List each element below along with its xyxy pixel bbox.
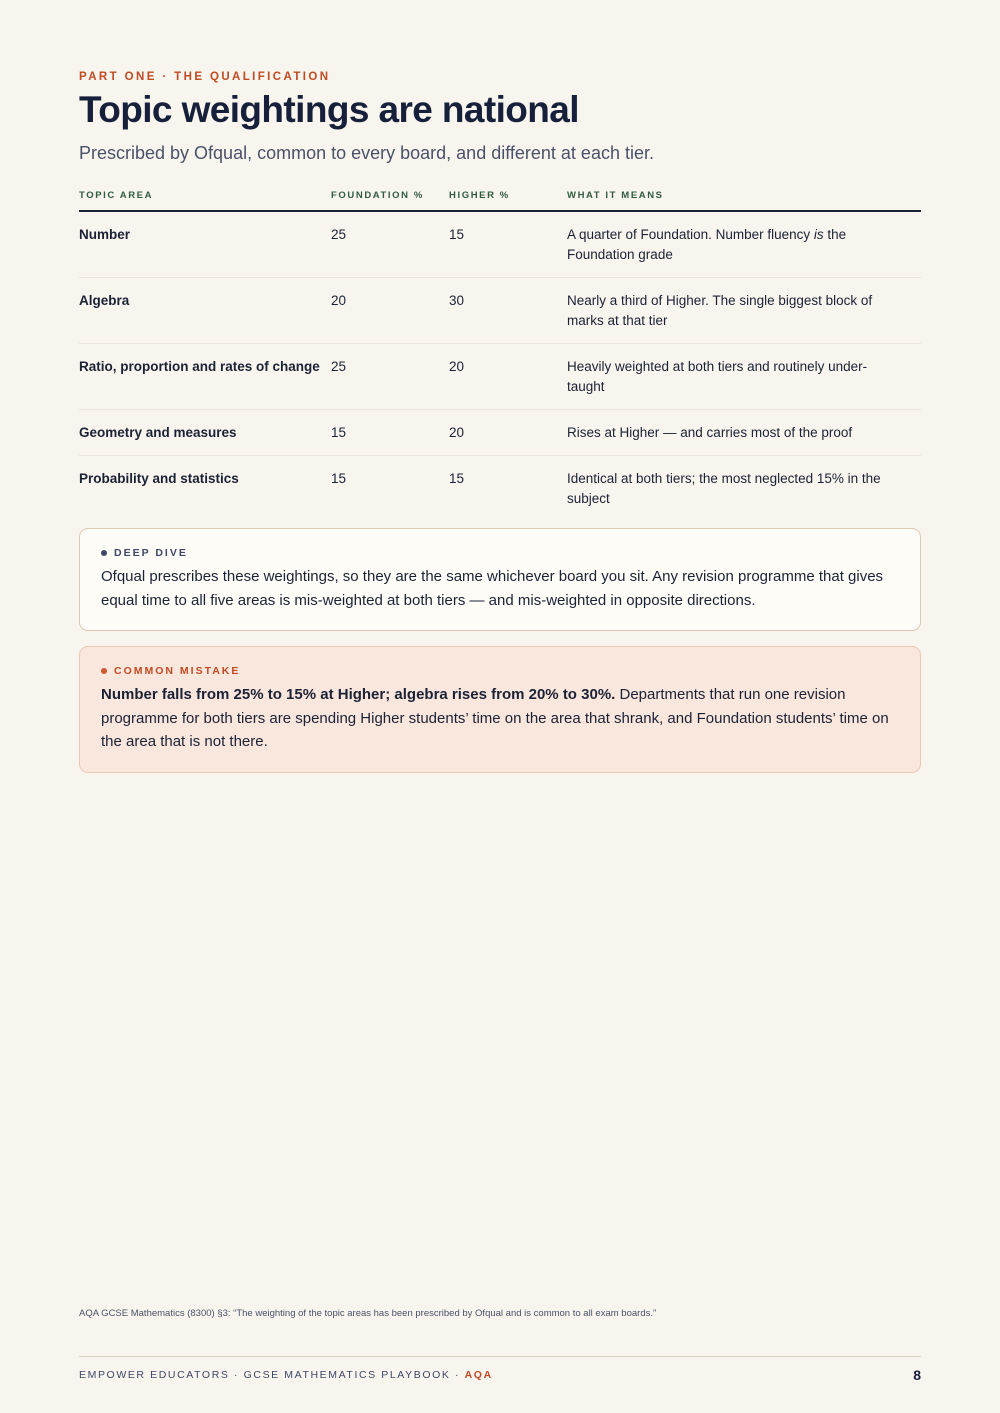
higher-cell: 30 <box>449 278 567 344</box>
means-cell: Identical at both tiers; the most neglected 15% in the subject <box>567 471 881 506</box>
means-cell <box>567 211 921 278</box>
higher-cell: 20 <box>449 410 567 456</box>
source-footnote: AQA GCSE Mathematics (8300) §3: “The weighting of the topic areas has been prescribed by Ofqual and is common to all exam boards.” <box>79 1308 657 1319</box>
foundation-cell: 25 <box>331 344 449 410</box>
weightings-table <box>79 186 921 521</box>
table-row <box>79 344 921 410</box>
footer-publication <box>79 1369 493 1381</box>
higher-cell: 20 <box>449 344 567 410</box>
common-mistake-bold: Number falls from 25% to 15% at Higher; algebra rises from 20% to 30%. <box>101 686 616 703</box>
deep-dive-callout <box>79 528 921 631</box>
table-header-row <box>79 186 921 211</box>
page <box>79 0 921 1413</box>
common-mistake-label-text: COMMON MISTAKE <box>114 665 241 677</box>
foundation-cell: 20 <box>331 278 449 344</box>
table-row <box>79 278 921 344</box>
table-row <box>79 211 921 278</box>
means-emphasis: is <box>813 227 824 242</box>
common-mistake-text <box>101 683 899 754</box>
footer-board: AQA <box>464 1369 493 1381</box>
table-row <box>79 410 921 456</box>
means-cell: Heavily weighted at both tiers and routinely under-taught <box>567 344 921 410</box>
page-title: Topic weightings are national <box>79 89 579 130</box>
page-number: 8 <box>913 1367 921 1383</box>
table-row <box>79 456 921 522</box>
common-mistake-label <box>101 665 899 677</box>
page-subtitle: Prescribed by Ofqual, common to every board, and different at each tier. <box>79 143 654 163</box>
topic-cell: Ratio, proportion and rates of change <box>79 344 331 410</box>
deep-dive-text: Ofqual prescribes these weightings, so they are the same whichever board you sit. Any revision programme that gives equal time to all five areas is mis-weighted at both tiers — and mis-weighted in opposite directions. <box>101 568 884 609</box>
deep-dive-label-text: DEEP DIVE <box>114 547 188 559</box>
common-mistake-callout <box>79 646 921 773</box>
higher-cell: 15 <box>449 471 465 486</box>
bullet-dot-icon <box>101 668 107 674</box>
means-text: A quarter of Foundation. Number fluency <box>567 227 814 242</box>
deep-dive-label <box>101 547 899 559</box>
means-cell: Nearly a third of Higher. The single biggest block of marks at that tier <box>567 278 921 344</box>
common-mistake-body: Departments that run one revision programme for both tiers are spending Higher students’ time on the area that shrank, and Foundation students’ time on the area that is not there. <box>101 686 889 750</box>
topic-cell: Number <box>79 211 331 278</box>
topic-cell: Algebra <box>79 278 331 344</box>
foundation-cell: 15 <box>331 471 347 486</box>
topic-cell: Geometry and measures <box>79 410 331 456</box>
topic-cell: Probability and statistics <box>79 471 239 486</box>
foundation-cell: 15 <box>331 410 449 456</box>
foundation-cell: 25 <box>331 211 449 278</box>
bullet-dot-icon <box>101 550 107 556</box>
footer-title: EMPOWER EDUCATORS · GCSE MATHEMATICS PLAYBOOK · <box>79 1369 465 1381</box>
higher-cell: 15 <box>449 211 567 278</box>
means-cell: Rises at Higher — and carries most of the proof <box>567 410 921 456</box>
section-eyebrow: PART ONE · THE QUALIFICATION <box>79 71 331 83</box>
column-header-means: WHAT IT MEANS <box>567 186 921 211</box>
column-header-foundation: FOUNDATION % <box>331 186 449 211</box>
means-text-end: the Foundation grade <box>567 227 847 262</box>
page-footer <box>79 1367 921 1383</box>
footer-divider <box>79 1356 921 1357</box>
column-header-higher: HIGHER % <box>449 186 567 211</box>
column-header-topic: TOPIC AREA <box>79 186 331 211</box>
